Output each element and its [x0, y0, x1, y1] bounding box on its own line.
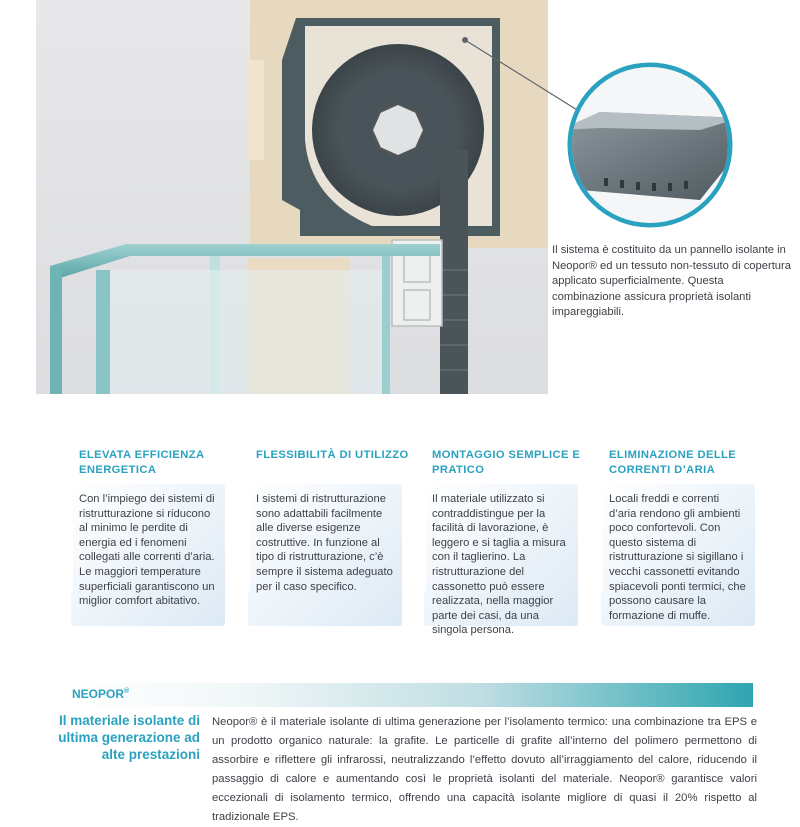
shutter-curtain [440, 150, 468, 394]
neopor-heading: NEOPOR® [72, 687, 130, 701]
feature-title: FLESSIBILITÀ DI UTILIZZO [256, 449, 409, 461]
feature-draft-elimination [609, 448, 763, 622]
feature-card [248, 484, 402, 626]
feature-card [601, 484, 755, 626]
roller-shaft [372, 104, 424, 156]
feature-energy-efficiency [79, 448, 233, 608]
feature-text: I sistemi di ristrutturazione sono adattabili facilmente alle diverse esigenze costruttive. In funzione al tipo di ristrutturazione, c’è sempre il sistema adeguato per il caso specifico. [256, 493, 393, 593]
feature-text: Il materiale utilizzato si contraddistingue per la facilità di lavorazione, è leggero e si taglia a misura con il taglierino. La ristrutturazione del cassonetto può essere realizzata, nella maggior parte dei casi, da una singola persona. [432, 493, 566, 637]
feature-title: ELIMINAZIONE DELLE CORRENTI D’ARIA [609, 449, 737, 476]
illustration-caption: Il sistema è costituito da un pannello isolante in Neopor® ed un tessuto non-tessuto di copertura applicato superficialmente. Questa combinazione assicura proprietà isolanti impareggiabili. [552, 244, 791, 318]
feature-text: Con l’impiego dei sistemi di ristrutturazione si riducono al minimo le perdite di energia ed i fenomeni collegati alle correnti d’aria. Le maggiori temperature superficiali garantiscono un miglior comfort abitativo. [79, 493, 215, 608]
neopor-lead: Il materiale isolante di ultima generazione ad alte prestazioni [58, 713, 200, 762]
feature-text: Locali freddi e correnti d’aria rendono gli ambienti poco confortevoli. Con questo sistema di ristrutturazione si sigillano i vecchi cassonetti evitando spiacevoli ponti termici, che possono causare la formazione di muffe. [609, 493, 746, 622]
feature-easy-installation [432, 448, 586, 637]
neopor-body: Neopor® è il materiale isolante di ultima generazione per l’isolamento termico: una combinazione tra EPS e un prodotto organico naturale: la grafite. Le particelle di grafite all’interno del polimero permettono di assorbire e riflettere gli infrarossi, neutralizzando l’effetto dovuto all’irraggiamento del calore, riducendo il passaggio di calore e aumentando così le proprietà isolanti del materiale. Neopor® garantisce valori eccezionali di isolamento termico, offrendo una capacità isolante migliore di quasi il 20% rispetto al tradizionale EPS. [212, 716, 757, 823]
feature-title: MONTAGGIO SEMPLICE E PRATICO [432, 449, 581, 476]
neopor-section-band [70, 683, 753, 707]
roller-shutter-box-illustration [0, 0, 800, 400]
feature-card [424, 484, 578, 637]
feature-title: ELEVATA EFFICIENZA ENERGETICA [79, 449, 205, 476]
feature-card [71, 484, 225, 626]
feature-flexibility [256, 448, 410, 593]
